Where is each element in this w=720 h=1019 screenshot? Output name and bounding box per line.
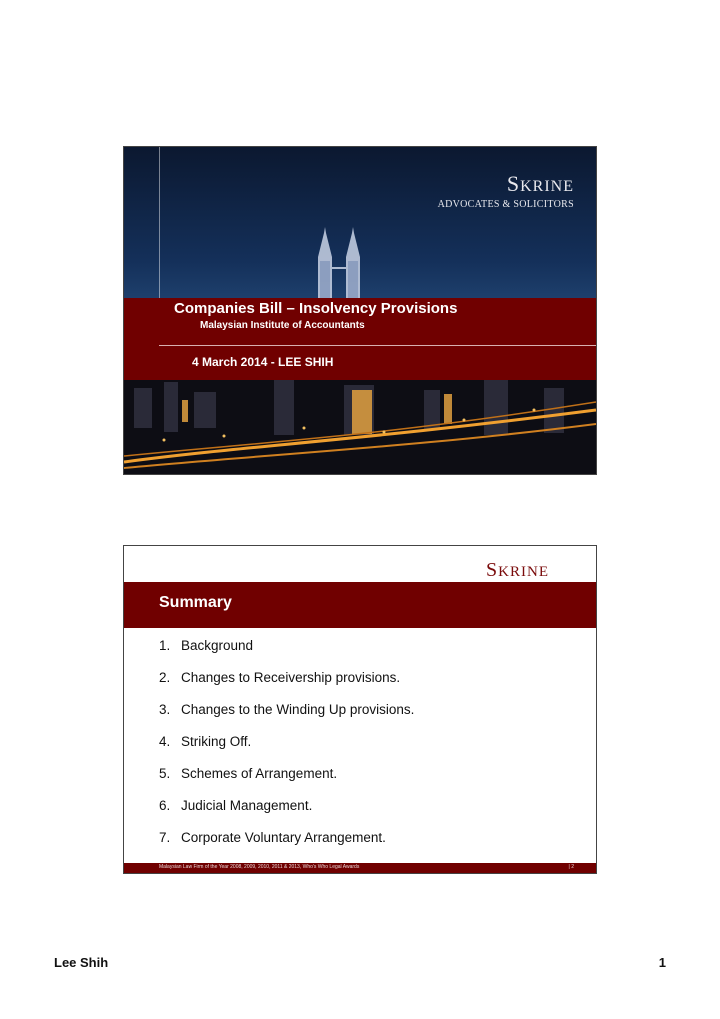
summary-header-band (124, 582, 596, 628)
list-item: 2. Changes to Receivership provisions. (159, 670, 401, 685)
list-item: 6. Judicial Management. (159, 798, 313, 813)
list-item: 7. Corporate Voluntary Arrangement. (159, 830, 386, 845)
summary-list (159, 638, 414, 862)
presentation-subtitle: Malaysian Institute of Accountants (200, 320, 365, 331)
list-item: 5. Schemes of Arrangement. (159, 766, 338, 781)
summary-heading: Summary (159, 594, 232, 611)
slide-footer-band (124, 863, 596, 873)
awards-text: Malaysian Law Firm of the Year 2008, 2009, 2010, 2011 & 2013, Who's Who Legal Awards (159, 864, 360, 870)
page-footer-number: 1 (658, 955, 666, 970)
slide-page-number: | 2 (568, 864, 574, 870)
city-night-image (124, 380, 596, 474)
title-slide (123, 146, 597, 475)
skrine-logo-small: SKRINE (486, 559, 549, 581)
list-item: 1. Background (159, 638, 254, 653)
presentation-title: Companies Bill – Insolvency Provisions (174, 300, 458, 317)
band-divider (159, 345, 596, 346)
list-item: 4. Striking Off. (159, 734, 252, 749)
title-band (124, 298, 596, 380)
page-footer-author: Lee Shih (54, 955, 109, 970)
list-item: 3. Changes to the Winding Up provisions. (159, 702, 415, 717)
presentation-date-presenter: 4 March 2014 - LEE SHIH (192, 355, 334, 369)
logo-tagline: ADVOCATES & SOLICITORS (437, 199, 574, 210)
skrine-logo (438, 171, 574, 210)
summary-slide (123, 545, 597, 874)
petronas-towers-image (304, 227, 374, 299)
logo-wordmark: SKRINE (506, 171, 574, 196)
